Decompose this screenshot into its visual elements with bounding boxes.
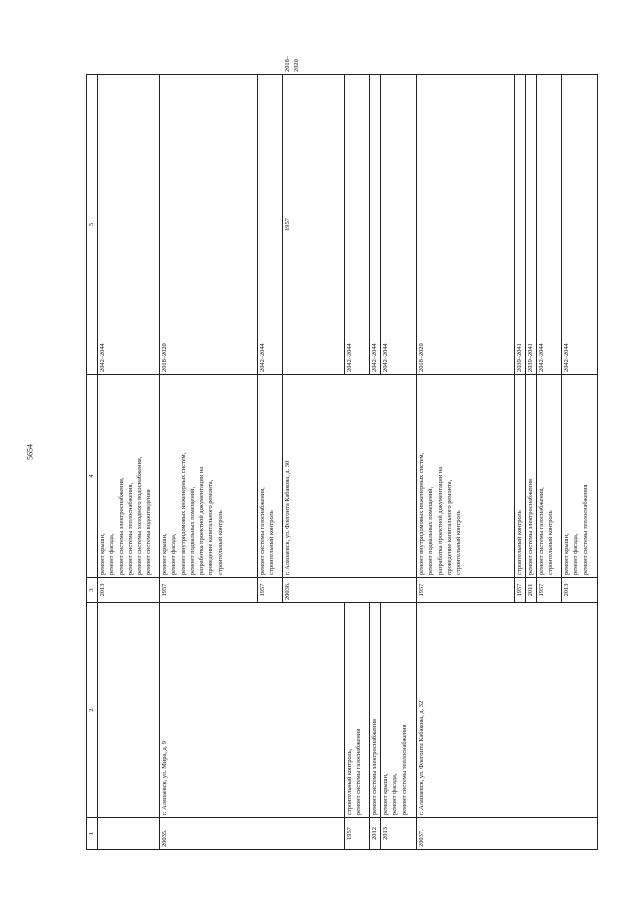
work-item: ремонт подвальных помещений, [427,486,435,575]
cell-works [370,603,381,818]
work-item: проведение капитального ремонта, [207,479,215,575]
work-item: ремонт системы водоотведения [145,489,153,575]
work-item: разработка проектной документации на [198,466,206,575]
cell-works [381,603,417,818]
cell-period: 2039–2041 [515,75,526,375]
cell-year: 2012 [370,818,381,850]
cell-year: 1957 [258,578,283,603]
cell-address: г. Алапаевск, ул. Флегонта Кабакова, д. 30 [283,375,417,578]
cell-year: 2013 [98,578,160,603]
work-item: строительный контроль [216,510,224,575]
column-header-1: 1 [87,818,98,850]
work-item: строительный контроль [547,510,555,575]
work-item: ремонт крыши, [563,533,570,575]
cell-address: г. Алапаевск, ул. Мира, д. 9 [160,603,345,818]
cell-year: 1957 [283,75,345,375]
work-item: ремонт фасада, [108,533,116,575]
work-item: ремонт системы газоснабжения [355,728,363,815]
work-item: строительный контроль, [346,748,353,815]
cell-works [515,375,526,578]
work-item: ремонт фасада, [170,533,178,575]
column-header-3: 3 [87,578,98,603]
cell-period: 2042–2044 [562,75,598,375]
rotated-table-wrapper [86,56,589,850]
work-item: разработка проектной документации на [436,466,444,575]
cell-works [258,375,283,578]
work-item: ремонт внутридомовых инженерных систем, [179,452,187,575]
work-item: проведение капитального ремонта, [445,479,453,575]
cell-works [562,375,598,578]
work-item: строительный контроль [455,510,463,575]
cell-year: 1957 [417,578,515,603]
column-header-2: 2 [87,603,98,818]
work-item: ремонт крыши, [382,773,389,815]
cell-year: 1957 [160,578,258,603]
cell-period: 2042–2044 [381,75,417,375]
cell-year: 2013 [381,818,417,850]
work-item: строительный контроль [516,510,523,575]
cell-address [98,603,160,818]
work-item: ремонт системы газоснабжения, [259,487,266,575]
cell-period: 2042–2044 [370,75,381,375]
work-item: ремонт системы газоснабжения, [538,487,545,575]
cell-year: 2011 [526,578,537,603]
cell-year: 1957 [345,818,370,850]
work-item: ремонт системы холодного водоснабжения, [136,456,144,575]
cell-period: 2018–2020 [160,75,258,375]
cell-period: 2042–2044 [258,75,283,375]
cell-year: 1957 [515,578,526,603]
page-number: 5654 [25,444,35,460]
column-header-5: 5 [87,75,98,375]
work-item: строительный контроль [268,510,276,575]
table-row [417,75,515,850]
table-body [98,56,598,850]
cell-period: 2042–2044 [345,75,370,375]
table-row [160,75,258,850]
cell-works [537,375,562,578]
cell-works [98,375,160,578]
cell-period: 2039–2041 [526,75,537,375]
work-item: ремонт подвальных помещений, [188,486,196,575]
work-item: ремонт системы теплоснабжения [400,724,408,815]
work-item: ремонт фасада, [572,533,580,575]
cell-works [345,603,370,818]
work-item: ремонт системы электроснабжения, [117,477,125,575]
work-item: ремонт крыши, [99,533,106,575]
work-item: ремонт крыши, [161,533,168,575]
cell-number [98,818,160,850]
cell-year: 1957 [537,578,562,603]
work-item: ремонт фасада, [391,773,399,815]
table-row: 20036. г. Алапаевск, ул. Флегонта Кабакова, д. 30 1957 2018–2020 [283,75,345,850]
capital-repair-table [86,56,598,850]
cell-works [417,375,515,578]
cell-works [526,375,537,578]
cell-period: 2018–2020 [417,75,515,375]
cell-number: 20035. [160,818,345,850]
cell-year: 2013 [562,578,598,603]
cell-period: 2042–2044 [537,75,562,375]
work-item: ремонт системы электроснабжения [527,479,534,575]
work-item: ремонт системы теплоснабжения, [126,482,134,575]
cell-works [160,375,258,578]
cell-number: 20037. [417,818,598,850]
column-number-row [87,75,98,850]
column-header-4: 4 [87,375,98,578]
table-row [98,75,160,850]
work-item: ремонт системы теплоснабжения [581,484,589,575]
work-item: ремонт внутридомовых инженерных систем, [418,452,425,575]
cell-address: г. Алапаевск, ул. Флегонта Кабакова, д. 32 [417,603,598,818]
cell-period: 2042–2044 [98,75,160,375]
cell-number: 20036. [283,578,417,603]
work-item: ремонт системы электроснабжения [371,719,378,815]
